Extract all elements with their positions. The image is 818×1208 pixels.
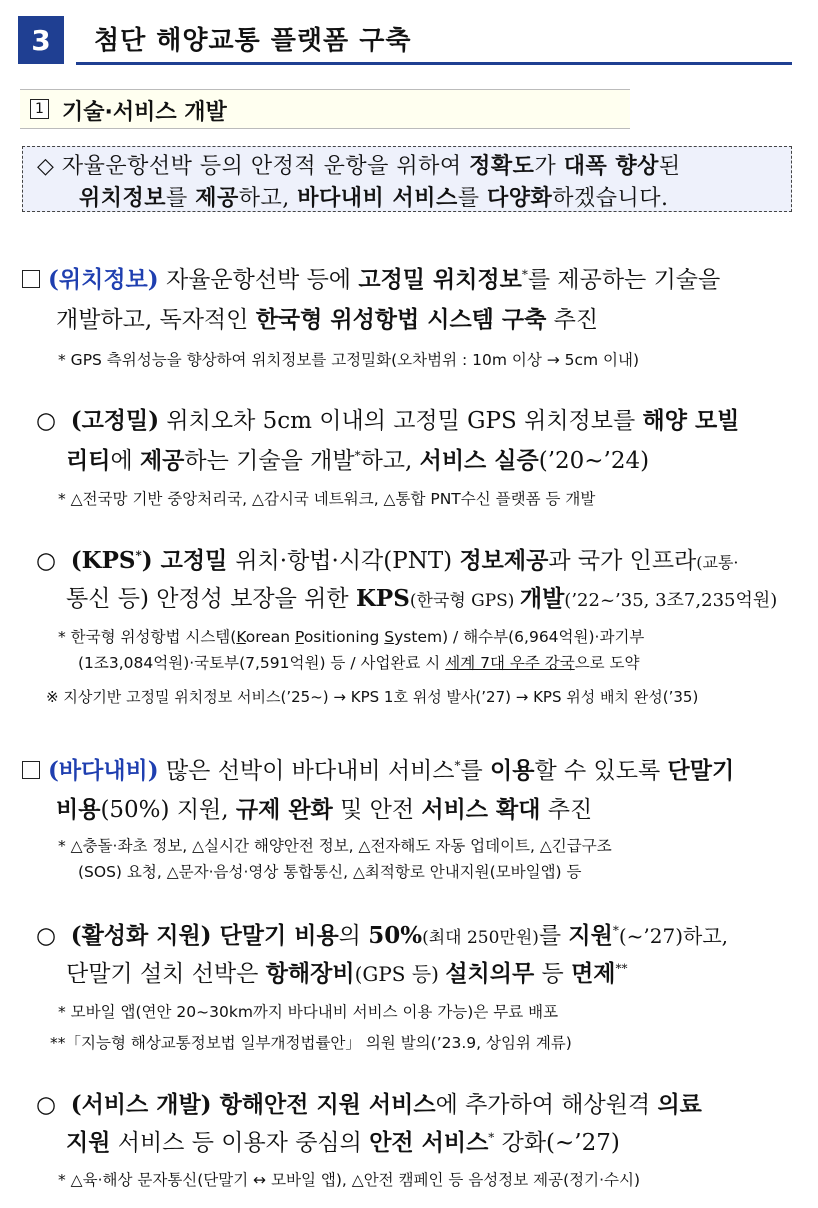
summary-emphasis: 다양화: [486, 185, 553, 211]
circle-bullet-icon: ○: [36, 1092, 57, 1118]
text: 개발하고, 독자적인: [56, 307, 256, 333]
summary-emphasis: 위치정보: [79, 185, 167, 211]
item-3-line-1: [36, 917, 728, 950]
block-2-note-line-1: * △충돌·좌초 정보, △실시간 해양안전 정보, △전자해도 자동 업데이트, △긴급구조: [58, 837, 612, 855]
text: (교통·: [696, 553, 739, 572]
summary-text: 하겠습니다.: [552, 186, 669, 211]
item-2-note-line-2: [78, 651, 640, 673]
text: (최대 250만원): [422, 928, 539, 948]
block-1-line-1: [22, 261, 720, 294]
footnote-mark: *: [521, 267, 528, 282]
summary-text: 된: [658, 154, 681, 179]
text: (한국형 GPS): [409, 591, 520, 611]
item-2-label: ): [141, 547, 153, 574]
block-2-line-2: [56, 791, 592, 824]
text: 에 추가하여 해상원격: [435, 1092, 658, 1118]
text: 등: [534, 961, 572, 987]
text: 하는 기술을 개발: [184, 448, 355, 474]
block-2-line-1: [22, 752, 734, 785]
text: 통신 등) 안정성 보장을 위한: [66, 586, 356, 612]
emphasis: 50%: [368, 922, 423, 949]
footnote-mark: *: [454, 758, 461, 773]
text: (50%) 지원,: [100, 797, 236, 823]
text: K: [236, 628, 246, 646]
text: 를: [460, 758, 491, 784]
square-bullet-icon: [22, 761, 40, 779]
diamond-bullet-icon: ◇: [37, 154, 55, 179]
block-2-label: (바다내비): [48, 757, 159, 784]
text: 단말기 설치 선박은: [66, 961, 266, 987]
emphasis: 항해장비: [265, 960, 355, 987]
text: 추진: [540, 797, 593, 823]
footnote-mark: *: [488, 1130, 495, 1145]
emphasis: 개발: [519, 585, 565, 612]
summary-text: 를: [457, 186, 487, 211]
text: 할 수 있도록: [534, 758, 668, 784]
emphasis: 한국형 위성항법 시스템 구축: [255, 306, 547, 333]
text: 으로 도약: [574, 654, 640, 672]
subsection-title: 기술·서비스 개발: [62, 100, 227, 125]
item-4-line-2: [66, 1124, 620, 1157]
item-2-note-line-1: [58, 625, 644, 647]
text: 의: [338, 923, 369, 949]
text: 하고,: [360, 448, 420, 474]
item-4-note: * △육·해상 문자통신(단말기 ↔ 모바일 앱), △안전 캠페인 등 음성정보 제공(정기·수시): [58, 1171, 641, 1189]
item-4-label: (서비스 개발) 항해안전 지원 서비스: [70, 1091, 436, 1118]
summary-box: [22, 146, 792, 212]
item-2-roadmap-note: ※ 지상기반 고정밀 위치정보 서비스(’25~) → KPS 1호 위성 발사(’27) → KPS 위성 배치 완성(’35): [46, 688, 699, 706]
item-1-line-2: [66, 442, 649, 475]
circle-bullet-icon: ○: [36, 923, 57, 949]
item-4-line-1: [36, 1086, 702, 1119]
text: * 한국형 위성항법 시스템(: [58, 628, 237, 646]
text: 를: [538, 923, 569, 949]
circle-bullet-icon: ○: [36, 548, 57, 574]
item-3-label: (활성화 지원) 단말기 비용: [70, 922, 339, 949]
item-1-label: (고정밀): [70, 407, 160, 434]
emphasis: 지원: [66, 1129, 111, 1156]
footnote-mark: **: [615, 961, 628, 976]
emphasis: 단말기: [667, 757, 735, 784]
text: 강화(~’27): [494, 1130, 620, 1156]
underlined-text: 세계 7대 우주 강국: [445, 654, 575, 672]
emphasis: 이용: [490, 757, 535, 784]
text: orean: [245, 628, 296, 646]
emphasis: 면제: [571, 960, 616, 987]
emphasis: 고정밀 위치정보: [358, 266, 522, 293]
item-3-note-1: * 모바일 앱(연안 20~30km까지 바다내비 서비스 이용 가능)은 무료 배포: [58, 1003, 559, 1021]
emphasis: 서비스 실증: [419, 447, 539, 474]
text: (’22~’35, 3조7,235억원): [564, 590, 778, 611]
summary-text: 를: [166, 186, 196, 211]
text: 에: [110, 448, 140, 474]
summary-line-2: [79, 181, 669, 212]
block-2-note-line-2: (SOS) 요청, △문자·음성·영상 통합통신, △최적항로 안내지원(모바일앱) 등: [78, 863, 582, 881]
footnote-mark: *: [354, 448, 361, 463]
square-bullet-icon: [22, 270, 40, 288]
text: P: [295, 628, 304, 646]
text: 위치·항법·시각(PNT): [235, 548, 460, 574]
summary-emphasis: 대폭 향상: [563, 153, 659, 179]
emphasis: 서비스 확대: [421, 796, 541, 823]
item-1-line-1: [36, 402, 739, 435]
summary-line-1: [37, 149, 681, 180]
item-2-line-1: [36, 542, 739, 575]
summary-text: 하고,: [238, 186, 298, 211]
item-1-note: * △전국망 기반 중앙처리국, △감시국 네트워크, △통합 PNT수신 플랫폼 등 개발: [58, 490, 596, 508]
summary-emphasis: 정확도: [469, 153, 535, 179]
emphasis: 해양 모빌: [642, 407, 740, 434]
text: 를 제공하는 기술을: [527, 267, 721, 293]
circle-bullet-icon: ○: [36, 408, 57, 434]
section-title: 첨단 해양교통 플랫폼 구축: [94, 26, 412, 56]
footnote-mark: *: [612, 923, 619, 938]
summary-emphasis: 제공: [195, 185, 239, 211]
text: 위치오차 5cm 이내의 고정밀 GPS 위치정보를: [159, 408, 643, 434]
summary-text: 자율운항선박 등의 안정적 운항을 위하여: [54, 154, 470, 179]
item-3-line-2: [66, 955, 628, 988]
subsection-number: 1: [30, 99, 49, 119]
emphasis: 제공: [139, 447, 185, 474]
text: 과 국가 인프라: [548, 548, 697, 574]
item-2-label: (KPS: [70, 547, 136, 574]
text: ositioning: [303, 628, 385, 646]
emphasis: KPS: [355, 585, 410, 612]
item-2-line-2: [66, 580, 777, 613]
emphasis: 정보제공: [459, 547, 549, 574]
item-3-note-2: **「지능형 해상교통정보법 일부개정법률안」 의원 발의(’23.9, 상임위 계류): [50, 1034, 572, 1052]
emphasis: 의료: [657, 1091, 702, 1118]
subsection-header: [20, 89, 630, 129]
text: 추진: [546, 307, 599, 333]
block-1-note: * GPS 측위성능을 향상하여 위치정보를 고정밀화(오차범위 : 10m 이상 → 5cm 이내): [58, 351, 640, 369]
text: 자율운항선박 등에: [158, 267, 359, 293]
block-1-label: (위치정보): [48, 266, 159, 293]
text: 서비스 등 이용자 중심의: [110, 1130, 370, 1156]
emphasis: 안전 서비스: [369, 1129, 489, 1156]
emphasis: 비용: [56, 796, 101, 823]
emphasis: 리티: [66, 447, 111, 474]
emphasis: 설치의무: [445, 960, 535, 987]
text: S: [384, 628, 395, 646]
text: 및 안전: [332, 797, 422, 823]
text: (GPS 등): [354, 962, 446, 986]
text: (~’27)하고,: [618, 924, 729, 948]
block-1-line-2: [56, 301, 598, 334]
text: ystem) / 해수부(6,964억원)·과기부: [394, 628, 645, 646]
footnote-mark: *: [135, 548, 142, 563]
emphasis: 지원: [568, 922, 613, 949]
section-divider: [76, 62, 792, 65]
summary-text: 가: [534, 154, 564, 179]
section-number: 3: [18, 16, 64, 64]
text: (’20~’24): [538, 448, 650, 474]
text: 많은 선박이 바다내비 서비스: [158, 758, 455, 784]
summary-emphasis: 바다내비 서비스: [297, 185, 458, 211]
text: (1조3,084억원)·국토부(7,591억원) 등 / 사업완료 시: [78, 654, 446, 672]
emphasis: 고정밀: [152, 547, 236, 574]
emphasis: 규제 완화: [235, 796, 333, 823]
